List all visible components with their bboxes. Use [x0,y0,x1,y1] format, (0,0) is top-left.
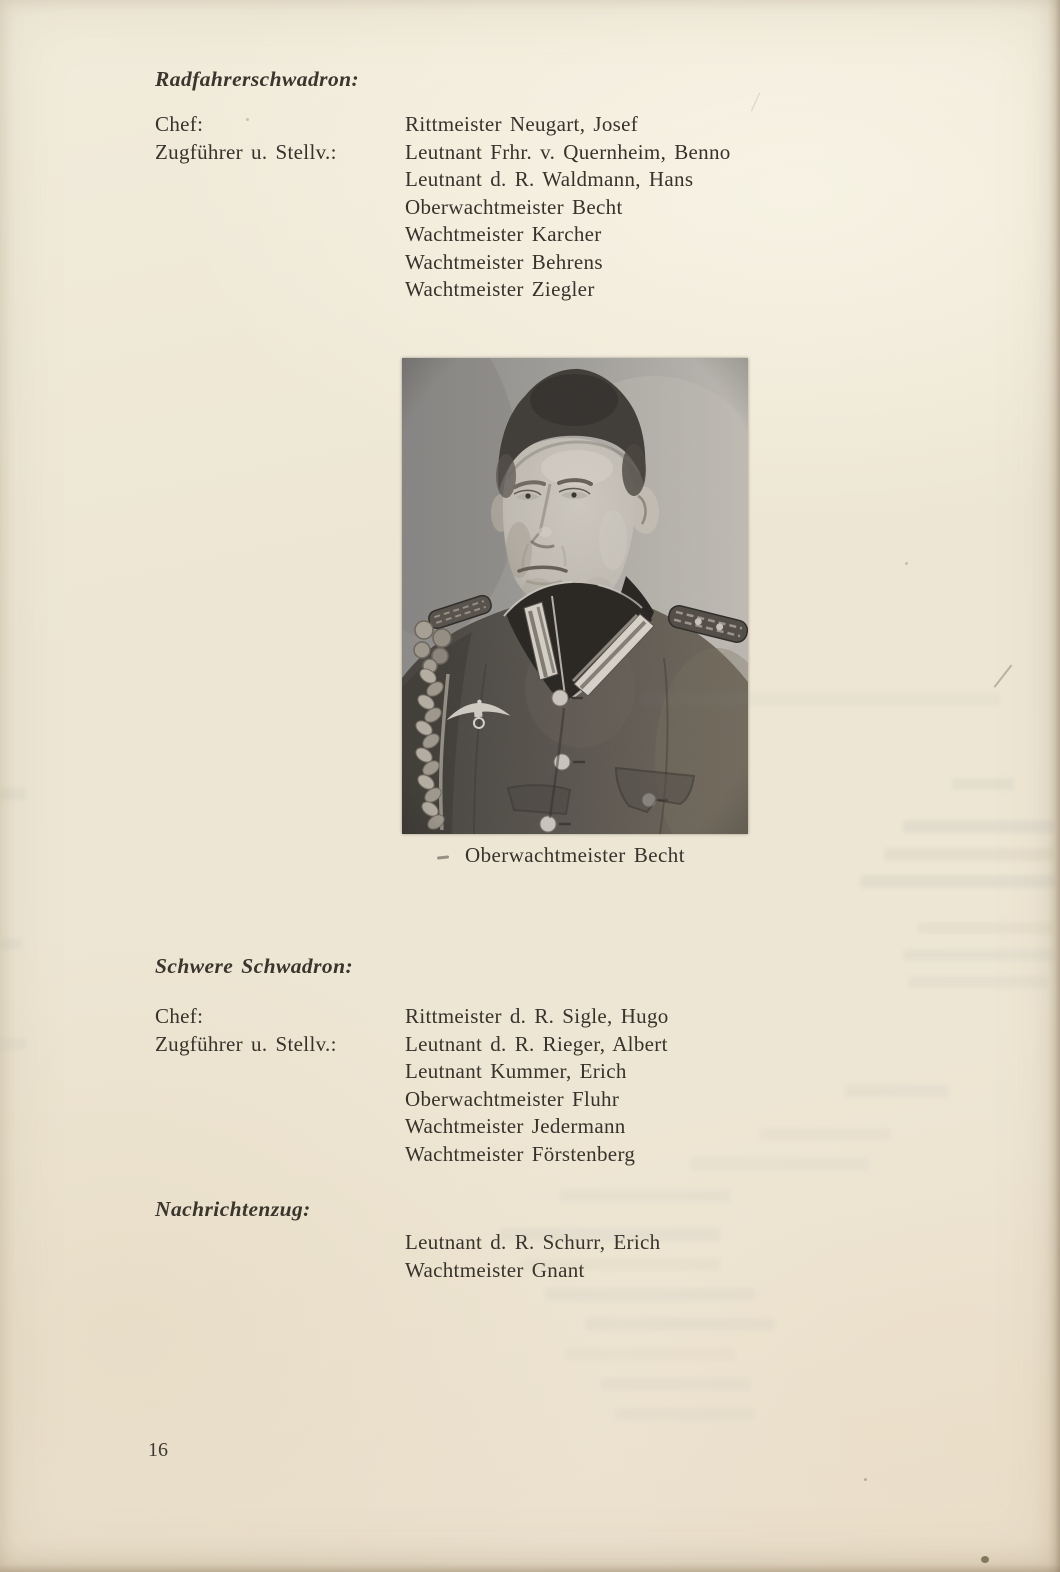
section-heading-nachrichtenzug: Nachrichtenzug: [155,1197,311,1221]
name-line: Rittmeister d. R. Sigle, Hugo [405,1004,669,1028]
role-label: Chef: [155,112,204,136]
name-line: Oberwachtmeister Fluhr [405,1086,620,1111]
roster-row [155,111,731,139]
role-label: Zugführer u. Stellv.: [155,139,337,164]
name-list [405,139,731,304]
bleed-through-artifact [640,693,1000,706]
bleed-through-artifact [565,1348,735,1360]
name-line: Wachtmeister Jedermann [405,1114,626,1138]
page-number: 16 [148,1439,168,1461]
name-list [405,1003,669,1031]
name-list [405,111,638,139]
name-line: Leutnant Frhr. v. Quernheim, Benno [405,139,731,164]
bleed-through-artifact [0,1038,26,1050]
name-line: Wachtmeister Förstenberg [405,1141,636,1166]
page-edge-shadow [0,1564,1060,1572]
roster-row [155,1003,669,1031]
bleed-through-artifact [0,938,22,950]
bleed-through-artifact [860,875,1056,888]
name-line: Oberwachtmeister Becht [405,194,623,219]
bleed-through-artifact [585,1318,775,1330]
role-label: Chef: [155,1004,204,1028]
portrait-photo [402,358,748,834]
portrait-image [402,358,748,834]
bleed-through-artifact [903,949,1055,961]
name-line: Leutnant Kummer, Erich [405,1059,627,1083]
scratch-artifact [751,93,760,112]
paper-speck [864,1478,867,1481]
bleed-through-artifact [918,922,1054,934]
bleed-through-artifact [500,1228,720,1241]
name-line: Leutnant d. R. Schurr, Erich [405,1230,661,1254]
bleed-through-artifact [952,778,1014,790]
roster-row [155,139,731,304]
name-line: Leutnant d. R. Waldmann, Hans [405,167,694,191]
paper-speck [246,118,249,121]
bleed-through-artifact [760,1128,890,1140]
page-edge-shadow [1048,0,1060,1572]
name-line: Wachtmeister Gnant [405,1257,585,1282]
bleed-through-artifact [560,1190,730,1202]
paper-speck [905,562,908,565]
paper-speck [981,1556,989,1563]
bleed-through-artifact [0,788,26,800]
section-heading-schwere-schwadron: Schwere Schwadron: [155,954,354,978]
name-line: Leutnant d. R. Rieger, Albert [405,1031,668,1056]
name-line: Wachtmeister Ziegler [405,277,595,301]
bleed-through-artifact [615,1408,755,1420]
bleed-through-artifact [884,848,1054,861]
name-line: Wachtmeister Karcher [405,222,602,246]
bleed-through-artifact [903,820,1055,833]
roster-schwere-schwadron [155,1003,669,1168]
bleed-through-artifact [845,1085,949,1097]
name-line: Rittmeister Neugart, Josef [405,112,639,136]
roster-radfahrerschwadron [155,111,731,304]
bleed-through-artifact [520,1258,720,1271]
name-line: Wachtmeister Behrens [405,249,603,274]
bleed-through-artifact [600,1378,750,1390]
bleed-through-artifact [545,1288,755,1301]
section-heading-radfahrerschwadron: Radfahrerschwadron: [155,67,360,91]
bleed-through-artifact [690,1158,870,1170]
role-label: Zugführer u. Stellv.: [155,1031,337,1056]
photo-caption: Oberwachtmeister Becht [465,843,685,867]
roster-row [155,1031,669,1169]
scratch-artifact [994,665,1012,688]
name-list [405,1031,668,1169]
bleed-through-artifact [908,976,1048,988]
